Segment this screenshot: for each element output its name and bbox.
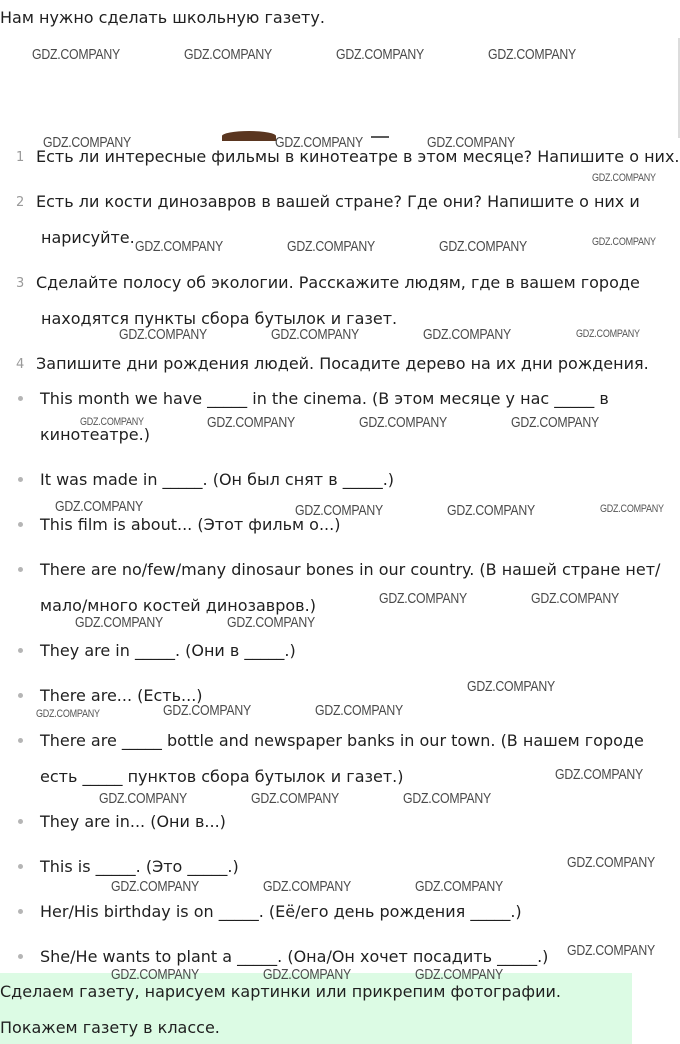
phrase-text: They are in _____. (Они в _____.) [40,641,296,660]
watermark: GDZ.COMPANY [111,878,199,895]
task-text-cont: находятся пункты сбора бутылок и газет. [41,309,398,328]
watermark: GDZ.COMPANY [263,878,351,895]
watermark: GDZ.COMPANY [163,702,251,719]
footer-text: Сделаем газету, нарисуем картинки или прикрепим фотографии. [0,982,561,1001]
watermark: GDZ.COMPANY [275,134,363,151]
watermark: GDZ.COMPANY [403,790,491,807]
watermark: GDZ.COMPANY [592,236,656,248]
intro-text: Нам нужно сделать школьную газету. [0,8,325,27]
task-number: 4 [16,357,25,372]
bullet [18,477,23,482]
footer-text: Покажем газету в классе. [0,1018,220,1037]
watermark: GDZ.COMPANY [43,134,131,151]
watermark: GDZ.COMPANY [80,416,144,428]
watermark: GDZ.COMPANY [511,414,599,431]
watermark: GDZ.COMPANY [359,414,447,431]
watermark: GDZ.COMPANY [467,678,555,695]
watermark: GDZ.COMPANY [439,238,527,255]
phrase-text-cont: кинотеатре.) [40,425,150,444]
task-text: Запишите дни рождения людей. Посадите дерево на их дни рождения. [36,354,649,373]
task-number: 2 [16,195,25,210]
phrase-text: This month we have _____ in the cinema. (В этом месяце у нас _____ в [40,389,609,408]
illustration-fragment [222,131,276,141]
task-text: Есть ли интересные фильмы в кинотеатре в этом месяце? Напишите о них. [36,147,680,166]
watermark: GDZ.COMPANY [32,46,120,63]
bullet [18,738,23,743]
watermark: GDZ.COMPANY [600,503,664,515]
watermark: GDZ.COMPANY [119,326,207,343]
watermark: GDZ.COMPANY [295,502,383,519]
phrase-text: Her/His birthday is on _____. (Её/его день рождения _____.) [40,902,522,921]
phrase-text: It was made in _____. (Он был снят в _____.) [40,470,395,489]
watermark: GDZ.COMPANY [576,328,640,340]
bullet [18,396,23,401]
bullet [18,819,23,824]
watermark: GDZ.COMPANY [75,614,163,631]
bullet [18,648,23,653]
watermark: GDZ.COMPANY [207,414,295,431]
phrase-text-cont: есть _____ пунктов сбора бутылок и газет.) [40,767,404,786]
watermark: GDZ.COMPANY [55,498,143,515]
phrase-text: There are _____ bottle and newspaper banks in our town. (В нашем городе [40,731,644,750]
watermark: GDZ.COMPANY [271,326,359,343]
bullet [18,567,23,572]
phrase-text-cont: мало/много костей динозавров.) [40,596,316,615]
watermark: GDZ.COMPANY [227,614,315,631]
watermark: GDZ.COMPANY [415,878,503,895]
watermark: GDZ.COMPANY [555,766,643,783]
task-number: 1 [16,150,25,165]
phrase-text: This film is about... (Этот фильм о...) [40,515,341,534]
watermark: GDZ.COMPANY [287,238,375,255]
watermark: GDZ.COMPANY [36,708,100,720]
phrase-text: There are... (Есть...) [40,686,203,705]
bullet [18,954,23,959]
task-text: Есть ли кости динозавров в вашей стране? Где они? Напишите о них и [36,192,640,211]
task-text-cont: нарисуйте. [41,228,135,247]
task-number: 3 [16,276,25,291]
bullet [18,909,23,914]
phrase-text: They are in... (Они в...) [40,812,226,831]
illustration-fragment-dash [371,136,389,138]
phrase-text: There are no/few/many dinosaur bones in our country. (В нашей стране нет/ [40,560,661,579]
watermark: GDZ.COMPANY [263,966,351,983]
watermark: GDZ.COMPANY [567,942,655,959]
phrase-text: This is _____. (Это _____.) [40,857,239,876]
watermark: GDZ.COMPANY [135,238,223,255]
watermark: GDZ.COMPANY [423,326,511,343]
watermark: GDZ.COMPANY [447,502,535,519]
watermark: GDZ.COMPANY [427,134,515,151]
watermark: GDZ.COMPANY [488,46,576,63]
watermark: GDZ.COMPANY [531,590,619,607]
watermark: GDZ.COMPANY [336,46,424,63]
watermark: GDZ.COMPANY [184,46,272,63]
bullet [18,693,23,698]
watermark: GDZ.COMPANY [415,966,503,983]
bullet [18,864,23,869]
watermark: GDZ.COMPANY [99,790,187,807]
watermark: GDZ.COMPANY [111,966,199,983]
watermark: GDZ.COMPANY [251,790,339,807]
watermark: GDZ.COMPANY [379,590,467,607]
phrase-text: She/He wants to plant a _____. (Она/Он хочет посадить _____.) [40,947,549,966]
watermark: GDZ.COMPANY [592,172,656,184]
bullet [18,522,23,527]
watermark: GDZ.COMPANY [315,702,403,719]
task-text: Сделайте полосу об экологии. Расскажите людям, где в вашем городе [36,273,640,292]
watermark: GDZ.COMPANY [567,854,655,871]
